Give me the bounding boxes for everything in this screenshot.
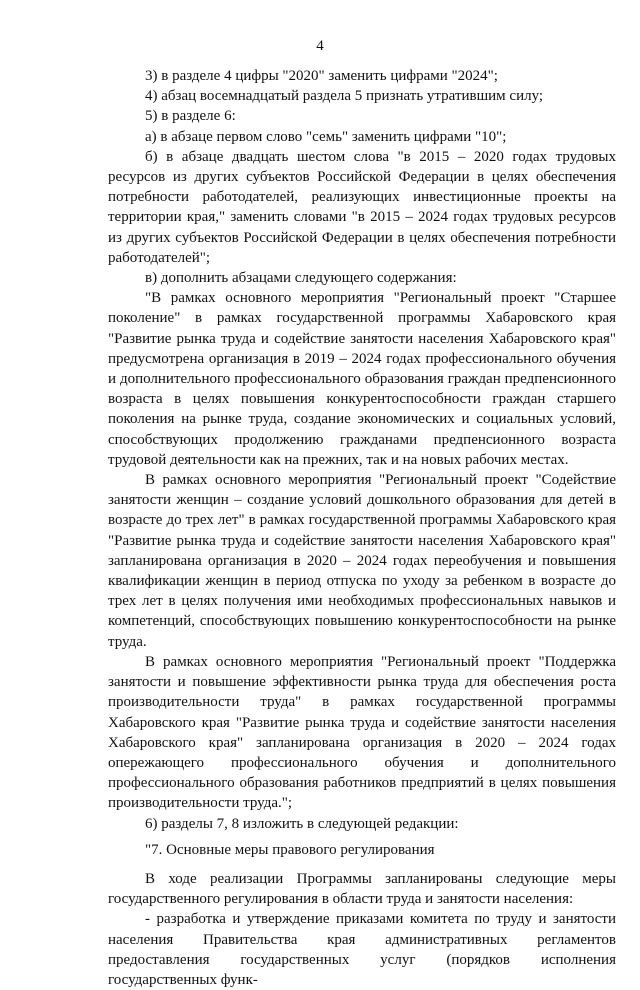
document-body: [108, 66, 616, 990]
paragraph-item-3: 3) в разделе 4 цифры "2020" заменить цифрами "2024";: [145, 68, 498, 84]
paragraph-women-employment: В рамках основного мероприятия "Региональный проект "Содействие занятости женщин – создание условий дошкольного образования для детей в возрасте до трех лет" в рамках государственной программы Хабаровского края "Развитие рынка труда и содействие занятости населения Хабаровского края" запланирована организация в 2020 – 2024 годах переобучения и повышения квалификации женщин в период отпуска по уходу за ребенком в возрасте до трех лет в целях получения ими необходимых профессиональных навыков и компетенций, способствующих повышению конкурентоспособности на рынке труда.: [108, 472, 616, 650]
section-heading: "7. Основные меры правового регулирования: [145, 841, 435, 858]
paragraph-item-6: 6) разделы 7, 8 изложить в следующей редакции:: [145, 815, 459, 832]
paragraph-subitem-b: б) в абзаце двадцать шестом слова "в 2015 – 2020 годах трудовых ресурсов из других субъектов Российской Федерации в целях обеспечения потребности работодателей, реализующих инвестиционные проекты на территории края," заменить словами "в 2015 – 2024 годах трудовых ресурсов из других субъектов Российской Федерации в целях обеспечения потребности работодателей";: [108, 148, 616, 266]
paragraph-item-5: 5) в разделе 6:: [145, 108, 236, 125]
page-number: 4: [316, 38, 324, 54]
paragraph-older-generation: "В рамках основного мероприятия "Региональный проект "Старшее поколение" в рамках государственной программы Хабаровского края "Развитие рынка труда и содействие занятости населения Хабаровского края" предусмотрена организация в 2019 – 2024 годах профессионального обучения и дополнительного профессионального образования граждан предпенсионного возраста в целях повышения конкурентоспособности граждан старшего поколения на рынке труда, создание экономических и социальных условий, способствующих продолжению гражданами предпенсионного возраста трудовой деятельности как на прежних, так и на новых рабочих местах.: [108, 290, 616, 468]
paragraph-labor-productivity: В рамках основного мероприятия "Региональный проект "Поддержка занятости и повышение эффективности рынка труда для обеспечения роста производительности труда" в рамках государственной программы Хабаровского края "Развитие рынка труда и содействие занятости населения Хабаровского края" запланирована организация в 2020 – 2024 годах опережающего профессионального обучения и дополнительного профессионального образования работников предприятий в целях повышения производительности труда.";: [108, 653, 616, 812]
paragraph-subitem-v: в) дополнить абзацами следующего содержания:: [145, 270, 457, 287]
paragraph-regulation-measures: В ходе реализации Программы запланированы следующие меры государственного регулирования в области труда и занятости населения:: [108, 870, 616, 908]
paragraph-regulation-list-item: - разработка и утверждение приказами комитета по труду и занятости населения Правительства края административных регламентов предоставления государственных услуг (порядков исполнения государственных функ-: [108, 911, 616, 988]
paragraph-subitem-a: а) в абзаце первом слово "семь" заменить цифрами "10";: [145, 128, 507, 145]
paragraph-item-4: 4) абзац восемнадцатый раздела 5 признать утратившим силу;: [145, 88, 544, 105]
